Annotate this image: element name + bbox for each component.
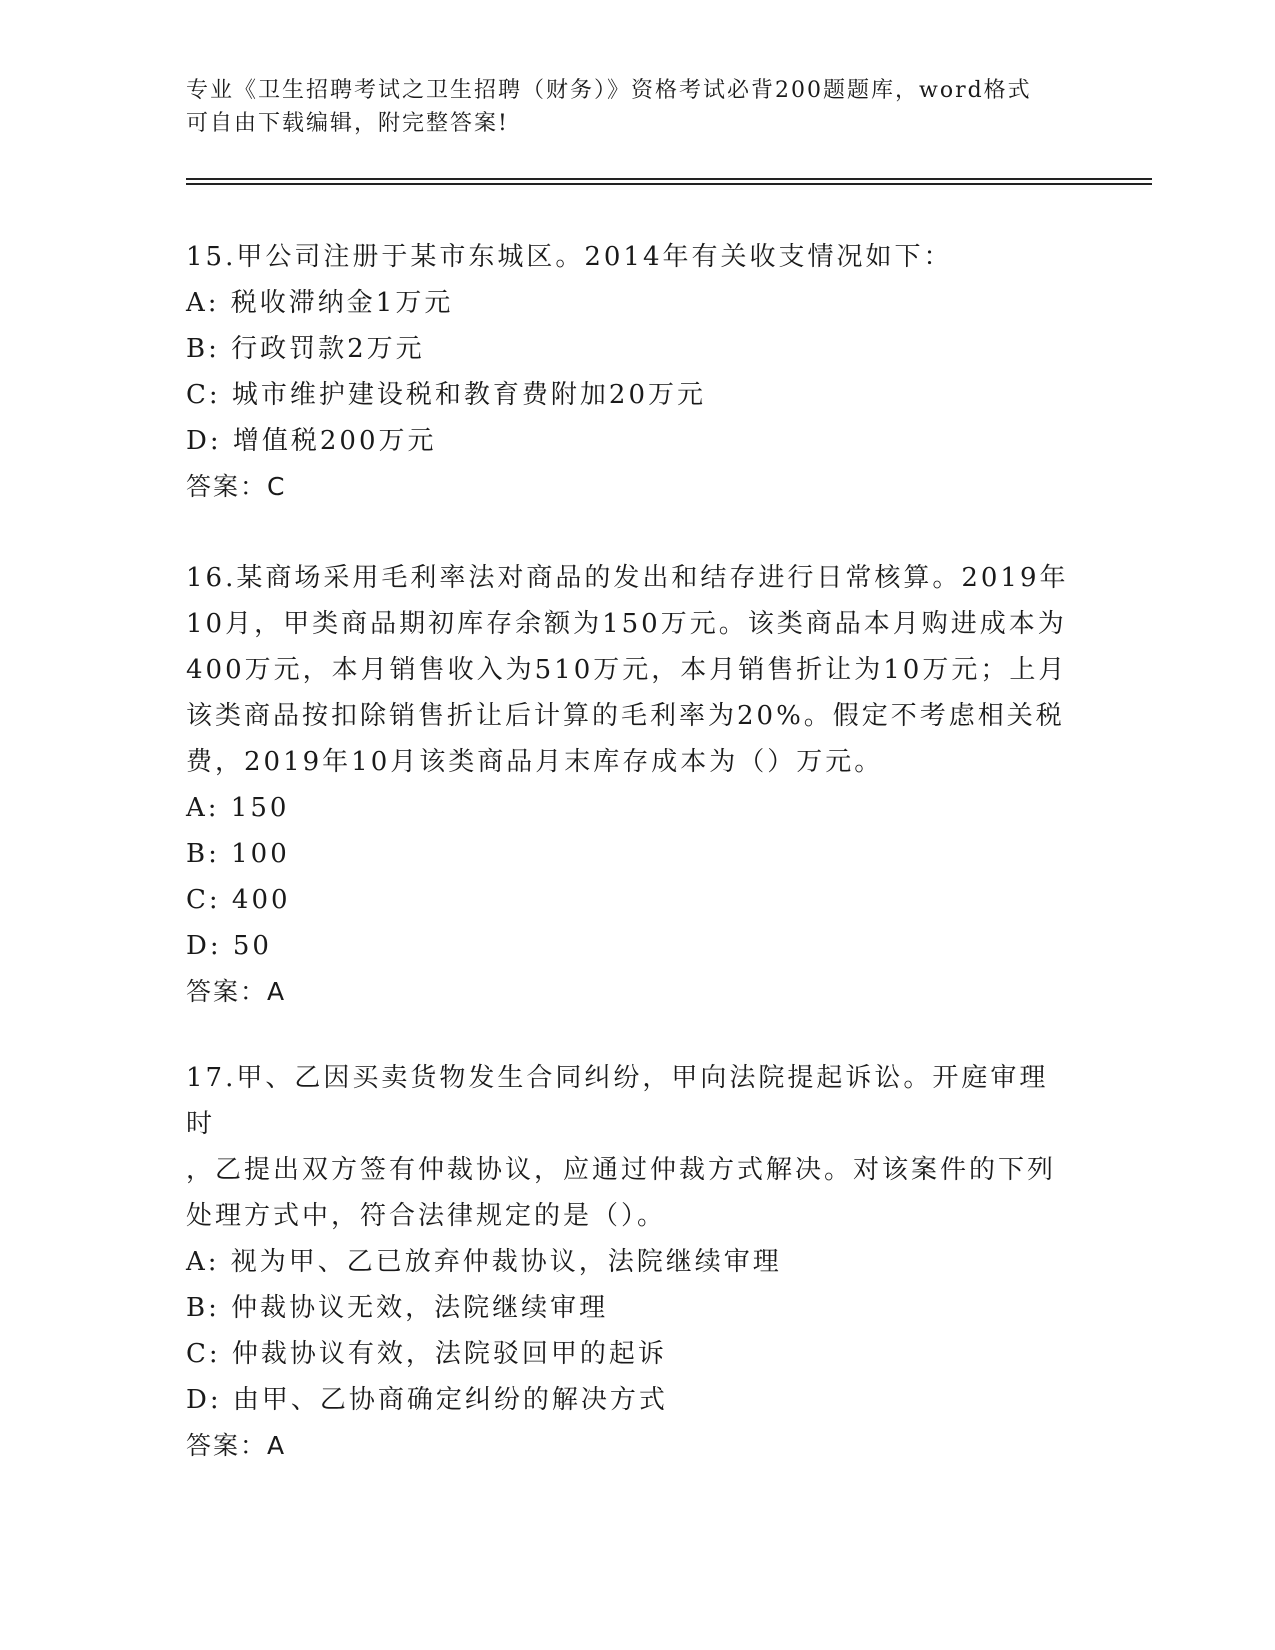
document-header (186, 74, 1066, 140)
option-b: B: 行政罚款2万元 (186, 334, 425, 364)
option-d: D: 50 (186, 931, 272, 961)
header-divider-bottom (186, 183, 1152, 185)
question-stem-line: 10月，甲类商品期初库存余额为150万元。该类商品本月购进成本为 (186, 609, 1067, 639)
question-stem-line: ，乙提出双方签有仲裁协议，应通过仲裁方式解决。对该案件的下列 (186, 1155, 1057, 1185)
question-stem-line: 处理方式中，符合法律规定的是（）。 (186, 1201, 667, 1231)
option-c: C: 城市维护建设税和教育费附加20万元 (186, 380, 707, 410)
question-stem-line: 17.甲、乙因买卖货物发生合同纠纷，甲向法院提起诉讼。开庭审理时 (186, 1063, 1049, 1139)
option-d: D: 增值税200万元 (186, 426, 437, 456)
option-a: A: 税收滞纳金1万元 (186, 288, 454, 318)
answer-line: 答案：A (186, 1431, 287, 1460)
option-a: A: 150 (186, 793, 290, 823)
option-b: B: 100 (186, 839, 290, 869)
question-stem-line: 15.甲公司注册于某市东城区。2014年有关收支情况如下： (186, 242, 953, 272)
header-divider-top (186, 178, 1152, 180)
question-stem-line: 该类商品按扣除销售折让后计算的毛利率为20%。假定不考虑相关税 (186, 701, 1065, 731)
option-c: C: 400 (186, 885, 291, 915)
question-15 (186, 234, 1076, 510)
option-d: D: 由甲、乙协商确定纠纷的解决方式 (186, 1385, 668, 1415)
question-stem-line: 费，2019年10月该类商品月末库存成本为（）万元。 (186, 747, 884, 777)
option-b: B: 仲裁协议无效，法院继续审理 (186, 1293, 609, 1323)
answer-line: 答案：C (186, 472, 287, 501)
option-a: A: 视为甲、乙已放弃仲裁协议，法院继续审理 (186, 1247, 782, 1277)
question-stem-line: 16.某商场采用毛利率法对商品的发出和结存进行日常核算。2019年 (186, 563, 1069, 593)
header-line-1: 专业《卫生招聘考试之卫生招聘（财务）》资格考试必背200题题库，word格式 (186, 78, 1032, 103)
question-stem-line: 400万元，本月销售收入为510万元，本月销售折让为10万元；上月 (186, 655, 1068, 685)
header-line-2: 可自由下载编辑，附完整答案! (186, 111, 509, 136)
answer-line: 答案：A (186, 977, 287, 1006)
option-c: C: 仲裁协议有效，法院驳回甲的起诉 (186, 1339, 667, 1369)
question-16 (186, 555, 1076, 1015)
question-17 (186, 1055, 1076, 1469)
